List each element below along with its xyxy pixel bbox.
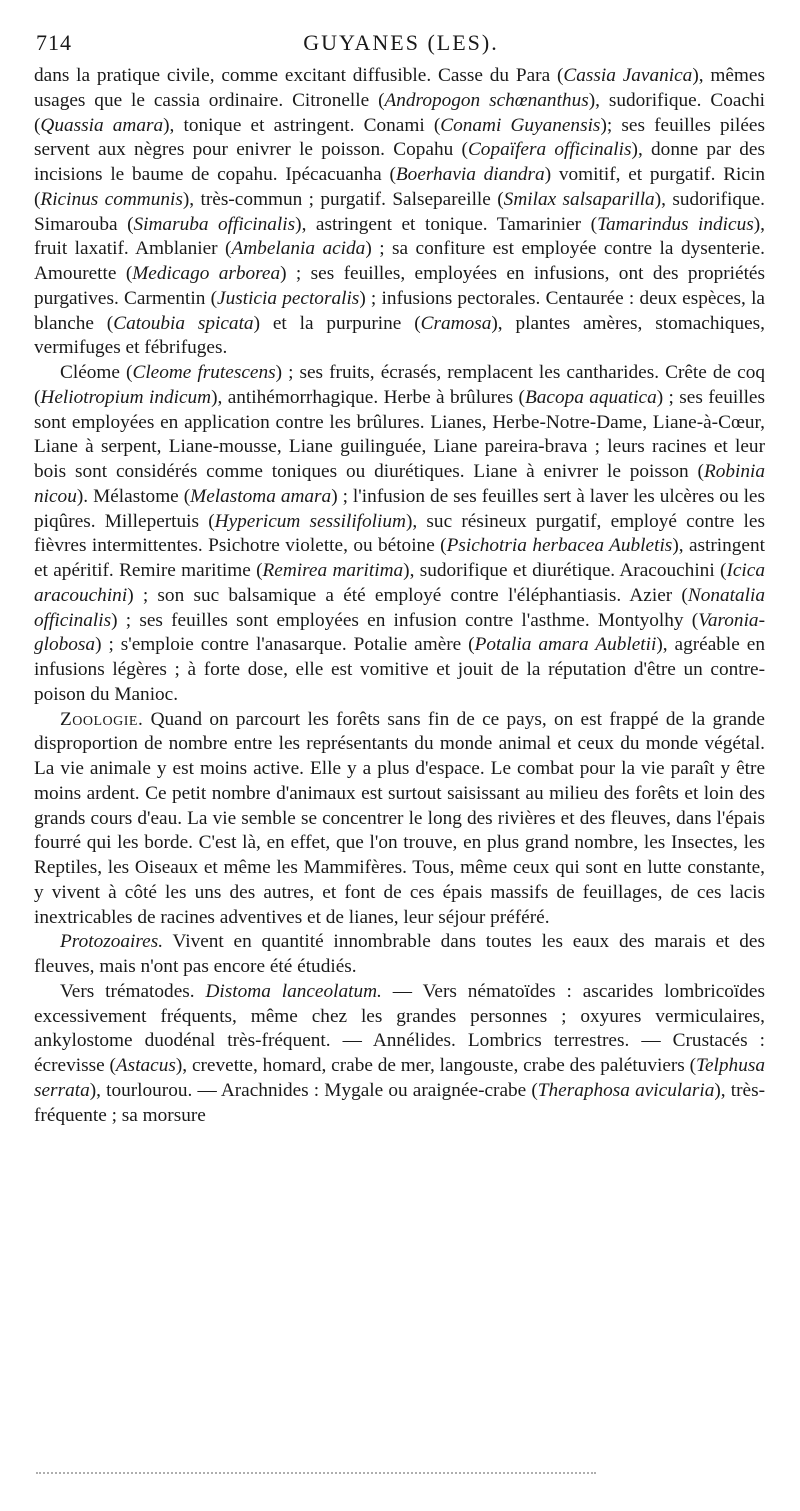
italic-run: Cassia Javanica <box>563 65 693 86</box>
italic-run: Cramosa <box>420 312 492 334</box>
text-run: ); ses feuilles pilées servent aux nègres pour enivrer le poisson. Copahu ( <box>34 114 765 161</box>
text-run: ) ; ses feuilles, employées en infusions, ont des propriétés purgatives. Carmentin ( <box>34 263 765 309</box>
section-heading: Zoologie. <box>60 708 144 730</box>
text-run: ), sudorifique et diurétique. Aracouchini ( <box>403 560 727 581</box>
italic-run: Simaruba officinalis <box>133 213 296 235</box>
text-run: ) ; son suc balsamique a été employé contre l'éléphantiasis. Azier ( <box>127 584 688 606</box>
italic-run: Varonia-globosa <box>34 609 765 656</box>
italic-run: Bacopa aquatica <box>524 386 657 408</box>
italic-run: Catoubia spicata <box>113 312 254 334</box>
text-run: ). Mélastome ( <box>76 485 191 507</box>
text-run: ) ; ses fruits, écrasés, remplacent les cantharides. Crête de coq ( <box>34 362 765 408</box>
text-run: Vers trématodes. <box>60 980 206 1002</box>
italic-run: Theraphosa avicularia <box>537 1079 715 1101</box>
paragraph <box>34 708 765 931</box>
text-run: ), sudorifique. Simarouba ( <box>34 188 765 235</box>
paragraph <box>34 64 765 361</box>
text-run: ), sudorifique. Coachi ( <box>34 89 766 136</box>
italic-run: Quassia amara <box>40 114 164 136</box>
text-run: ) ; ses feuilles sont employées en application contre les brûlures. Lianes, Herbe-Notre-Dame, Liane-à-Cœur, Liane à serpent, Liane-mousse, Liane guilinguée, Liane pareira-brava ; leurs racines et leur bois sont considérés comme toniques ou diurétiques. Liane à enivrer le poisson ( <box>34 386 765 482</box>
italic-run: Distoma lanceolatum. <box>205 980 382 1002</box>
text-run: ), agréable en infusions légères ; à forte dose, elle est vomitive et jouit de la réputation d'être un contre-poison du Manioc. <box>34 634 765 705</box>
text-run: ), tourlourou. — Arachnides : Mygale ou araignée-crabe ( <box>89 1079 538 1101</box>
italic-run: Boerhavia diandra <box>395 164 545 185</box>
italic-run: Melastoma amara <box>190 485 332 507</box>
text-run: ) ; ses feuilles sont employées en infusion contre l'asthme. Montyolhy ( <box>111 609 699 631</box>
text-run: ), suc résineux purgatif, employé contre les fièvres intermittentes. Psichotre violette, ou bétoine ( <box>34 510 765 557</box>
italic-run: Psichotria herbacea Aubletis <box>446 535 673 557</box>
italic-run: Robinia nicou <box>34 461 765 507</box>
page-number: 714 <box>36 30 72 55</box>
text-run: ), très-fréquente ; sa morsure <box>34 1079 765 1126</box>
text-run: ) vomitif, et purgatif. Ricin ( <box>34 164 765 210</box>
text-run: ) ; l'infusion de ses feuilles sert à laver les ulcères ou les piqûres. Millepertuis ( <box>34 485 765 532</box>
text-run: ), donne par des incisions le baume de copahu. Ipécacuanha ( <box>34 139 765 185</box>
italic-run: Heliotropium indicum <box>40 386 212 408</box>
italic-run: Justicia pectoralis <box>217 287 360 309</box>
italic-run: Smilax salsaparilla <box>503 188 655 210</box>
italic-run: Telphusa serrata <box>34 1055 765 1101</box>
italic-run: Ricinus communis <box>40 188 183 210</box>
text-run: ) ; sa confiture est employée contre la dysenterie. Amourette ( <box>34 238 765 284</box>
italic-run: Tamarindus indicus <box>597 213 754 235</box>
text-run: Quand on parcourt les forêts sans fin de ce pays, on est frappé de la grande disproportion de nombre entre les représentants du monde animal et ceux du monde végétal. La vie animale y est moins active. Elle y a plus d'espace. Le combat pour la vie paraît y être moins ardent. Ce petit nombre d'animaux est surtout saisissant au milieu des forêts et loin des grands cours d'eau. La vie semble se concentrer le long des rivières et des fleuves, dans l'épais fourré qui les borde. C'est là, en effet, que l'on trouve, en plus grand nombre, les Insectes, les Reptiles, les Oiseaux et même les Mammifères. Tous, même ceux qui sont en lutte constante, y vivent à côté les uns des autres, et font de ces épais massifs de feuillages, de ces lacis inextricables de racines adventives et de lianes, leur séjour préféré. <box>34 708 765 928</box>
text-run: ), très-commun ; purgatif. Salsepareille ( <box>182 188 504 210</box>
text-run: Vivent en quantité innombrable dans toutes les eaux des marais et des fleuves, mais n'ont pas encore été étudiés. <box>34 931 765 977</box>
text-run: ) ; s'emploie contre l'anasarque. Potalie amère ( <box>95 634 475 656</box>
italic-run: Copaïfera officinalis <box>467 139 632 161</box>
paragraph <box>34 980 765 1129</box>
text-run: Cléome ( <box>60 362 133 383</box>
italic-run: Cleome frutescens <box>132 362 276 383</box>
italic-run: Protozoaires. <box>60 931 164 953</box>
italic-run: Potalia amara Aubletii <box>474 634 657 656</box>
running-title: GUYANES (LES). <box>303 30 499 55</box>
text-run: dans la pratique civile, comme excitant diffusible. Casse du Para ( <box>34 65 564 86</box>
text-run: ) ; infusions pectorales. Centaurée : deux espèces, la blanche ( <box>34 287 765 334</box>
text-run: ), plantes amères, stomachiques, vermifuges et fébrifuges. <box>34 312 765 359</box>
text-run: ), astringent et apéritif. Remire maritime ( <box>34 535 765 581</box>
footer-rule <box>36 1472 596 1474</box>
text-run: ), fruit laxatif. Amblanier ( <box>34 213 765 260</box>
text-run: ), astringent et tonique. Tamarinier ( <box>295 213 598 235</box>
paragraph <box>34 361 765 708</box>
page-header <box>36 30 766 62</box>
paragraph <box>34 930 765 980</box>
italic-run: Andropogon schœnanthus <box>384 89 589 111</box>
text-run: — Vers nématoïdes : ascarides lombricoïdes excessivement fréquents, même chez les grandes personnes ; oxyures vermiculaires, ankylostome duodénal très-fréquent. — Annélides. Lombrics terrestres. — Crustacés : écrevisse ( <box>34 980 765 1076</box>
italic-run: Medicago arborea <box>132 263 281 284</box>
text-run: ), mêmes usages que le cassia ordinaire. Citronelle ( <box>34 65 765 111</box>
italic-run: Astacus <box>115 1055 176 1076</box>
italic-run: Hypericum sessilifolium <box>214 510 406 532</box>
body-text <box>34 64 765 1128</box>
italic-run: Remirea maritima <box>262 560 404 581</box>
text-run: ), tonique et astringent. Conami ( <box>163 114 441 136</box>
italic-run: Icica aracouchini <box>34 560 765 606</box>
italic-run: Ambelania acida <box>231 238 366 260</box>
text-run: ), crevette, homard, crabe de mer, langouste, crabe des palétuviers ( <box>175 1055 697 1076</box>
italic-run: Nonatalia officinalis <box>34 584 765 631</box>
text-run: ), antihémorrhagique. Herbe à brûlures ( <box>211 386 525 408</box>
text-run: ) et la purpurine ( <box>253 312 421 334</box>
italic-run: Conami Guyanensis <box>440 114 601 136</box>
